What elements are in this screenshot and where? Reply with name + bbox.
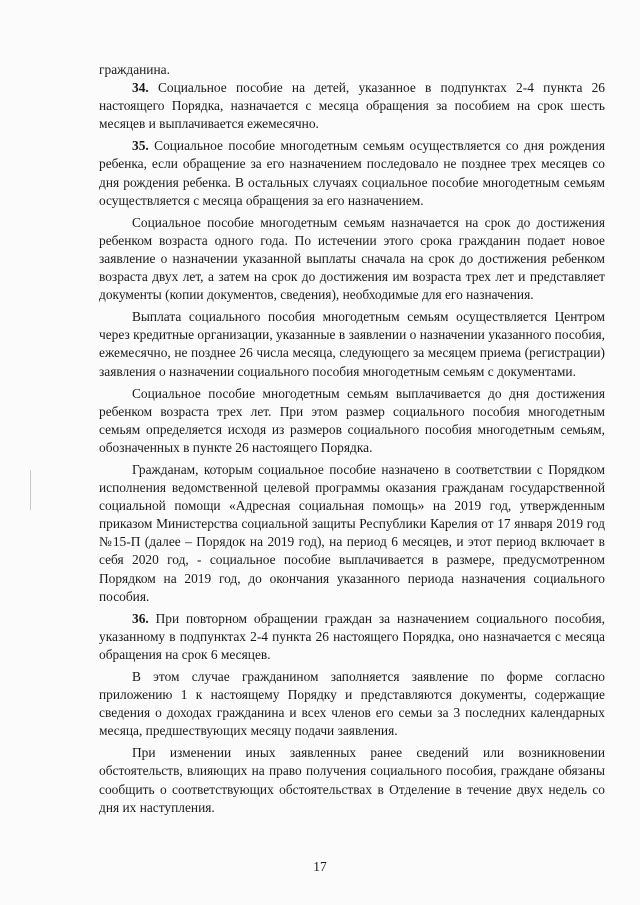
- paragraph-change-notice: При изменении иных заявленных ранее сведений или возникновении обстоятельств, влияющих на право получения социального пособия, граждане обязаны сообщить о соответствующих обстоятельствах в Отделение в течение двух недель со дня их наступления.: [99, 745, 605, 815]
- document-body: [99, 61, 605, 817]
- paragraph-number: 34.: [132, 80, 149, 96]
- paragraph-benefit-duration: Социальное пособие многодетным семьям выплачивается до дня достижения ребенком возраста трех лет. При этом размер социального пособия многодетным семьям определяется исходя из размеров социального пособия многодетным семьям, обозначенных в пункте 26 настоящего Порядка.: [99, 385, 605, 455]
- paragraph-benefit-payment: Выплата социального пособия многодетным семьям осуществляется Центром через кредитные организации, указанные в заявлении о назначении указанного пособия, ежемесячно, не позднее 26 числа месяца, следующего за месяцем приема (регистрации) заявления о назначении социального пособия многодетным семьям с документами.: [99, 309, 605, 379]
- paragraph-continuation: гражданина.: [99, 62, 170, 77]
- paragraph-number: 35.: [132, 138, 149, 154]
- paragraph-benefit-term: Социальное пособие многодетным семьям назначается на срок до достижения ребенком возраста одного года. По истечении этого срока гражданин подает новое заявление о назначении указанной выплаты сначала на срок до достижения ребенком возраста двух лет, а затем на срок до достижения им возраста трех лет и представляет документы (копии документов, сведения), необходимые для его назначения.: [99, 214, 605, 303]
- paragraph-36: 36. При повторном обращении граждан за назначением социального пособия, указанному в подпунктах 2-4 пункта 26 настоящего Порядка, оно назначается с месяца обращения на срок 6 месяцев.: [99, 610, 605, 662]
- paragraph-34: 34. Социальное пособие на детей, указанное в подпунктах 2-4 пункта 26 настоящего Порядка, назначается с месяца обращения за пособием на срок шесть месяцев и выплачивается ежемесячно.: [99, 80, 605, 132]
- scan-artifact-line: [30, 470, 31, 510]
- paragraph-35: 35. Социальное пособие многодетным семьям осуществляется со дня рождения ребенка, если обращение за его назначением последовало не позднее трех месяцев со дня рождения ребенка. В остальных случаях социальное пособие многодетным семьям осуществляется с месяца обращения за его назначением.: [99, 138, 605, 208]
- paragraph-2019-order: Гражданам, которым социальное пособие назначено в соответствии с Порядком исполнения ведомственной целевой программы оказания гражданам государственной социальной помощи «Адресная социальная помощь» на 2019 год, утвержденным приказом Министерства социальной защиты Республики Карелия от 17 января 2019 год №15-П (далее – Порядок на 2019 год), на период 6 месяцев, и этот период включает в себя 2020 год, - социальное пособие выплачивается в размере, предусмотренном Порядком на 2019 год, до окончания указанного периода назначения социального пособия.: [99, 461, 605, 604]
- paragraph-number: 36.: [132, 610, 149, 626]
- paragraph-application-form: В этом случае гражданином заполняется заявление по форме согласно приложению 1 к настоящему Порядку и представляются документы, содержащие сведения о доходах гражданина и всех членов его семьи за 3 последних календарных месяца, предшествующих месяцу подачи заявления.: [99, 669, 605, 739]
- page-number: 17: [313, 859, 327, 874]
